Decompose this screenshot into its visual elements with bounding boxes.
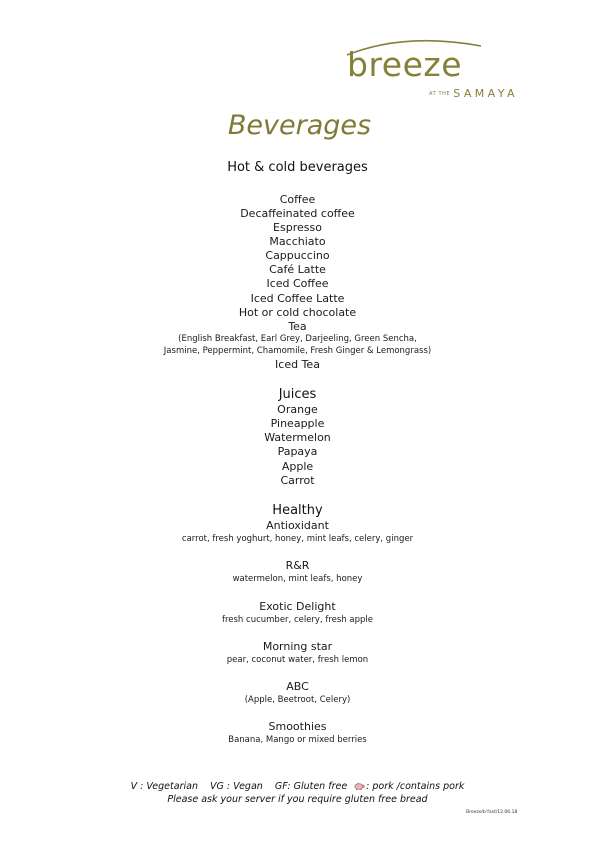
menu-item: Smoothies xyxy=(268,720,327,733)
section-heading-hot-cold: Hot & cold beverages xyxy=(227,160,368,175)
menu-item-description: watermelon, mint leafs, honey xyxy=(232,574,363,584)
menu-item: Iced Coffee Latte xyxy=(250,292,345,305)
menu-item: Tea xyxy=(288,320,307,333)
brand-logo xyxy=(345,38,545,104)
legend-line-1 xyxy=(0,780,595,793)
dietary-legend xyxy=(0,780,595,806)
menu-item: ABC xyxy=(286,680,309,693)
menu-item: Exotic Delight xyxy=(259,600,336,613)
menu-item: Coffee xyxy=(279,193,316,206)
menu-item: Iced Tea xyxy=(275,358,320,371)
logo-subtitle xyxy=(429,88,518,100)
menu-item-description: fresh cucumber, celery, fresh apple xyxy=(221,615,374,625)
document-code: Breeze/b’fast/12.06.18 xyxy=(466,810,518,815)
menu-item: Morning star xyxy=(262,640,333,653)
menu-item: Hot or cold chocolate xyxy=(238,306,357,319)
menu-item: Apple xyxy=(281,460,314,473)
menu-item: Papaya xyxy=(277,445,318,458)
menu-item: Iced Coffee xyxy=(266,277,329,290)
menu-item: Decaffeinated coffee xyxy=(240,207,355,220)
tea-description-line-1: (English Breakfast, Earl Grey, Darjeeling, Green Sencha, xyxy=(178,334,417,344)
menu-item-description: Banana, Mango or mixed berries xyxy=(228,735,367,745)
menu-item: Café Latte xyxy=(269,263,326,276)
menu-item: Macchiato xyxy=(269,235,326,248)
legend-pork-key: : pork /contains pork xyxy=(366,781,465,792)
menu-item: Pineapple xyxy=(270,417,325,430)
menu-item: R&R xyxy=(285,559,310,572)
legend-diet-keys: V : Vegetarian VG : Vegan GF: Gluten free xyxy=(130,781,348,792)
menu-item: Orange xyxy=(277,403,318,416)
menu-item: Espresso xyxy=(273,221,322,234)
logo-subtitle-small: AT THE xyxy=(429,91,451,97)
menu-item: Watermelon xyxy=(264,431,331,444)
legend-line-2: Please ask your server if you require gluten free bread xyxy=(167,794,428,805)
menu-item-description: carrot, fresh yoghurt, honey, mint leafs, celery, ginger xyxy=(181,534,414,544)
logo-wordmark: breeze xyxy=(347,45,463,84)
menu-item: Antioxidant xyxy=(266,519,329,532)
menu-item-description: pear, coconut water, fresh lemon xyxy=(226,655,369,665)
page-title: Beverages xyxy=(227,110,372,141)
section-heading-juices: Juices xyxy=(278,387,317,402)
logo-subtitle-big: SAMAYA xyxy=(453,87,518,100)
tea-description-line-2: Jasmine, Peppermint, Chamomile, Fresh Ginger & Lemongrass) xyxy=(163,346,432,356)
menu-item-description: (Apple, Beetroot, Celery) xyxy=(244,695,351,705)
section-heading-healthy: Healthy xyxy=(272,503,323,518)
menu-item: Cappuccino xyxy=(265,249,330,262)
menu-item: Carrot xyxy=(280,474,315,487)
pig-icon xyxy=(353,782,365,790)
